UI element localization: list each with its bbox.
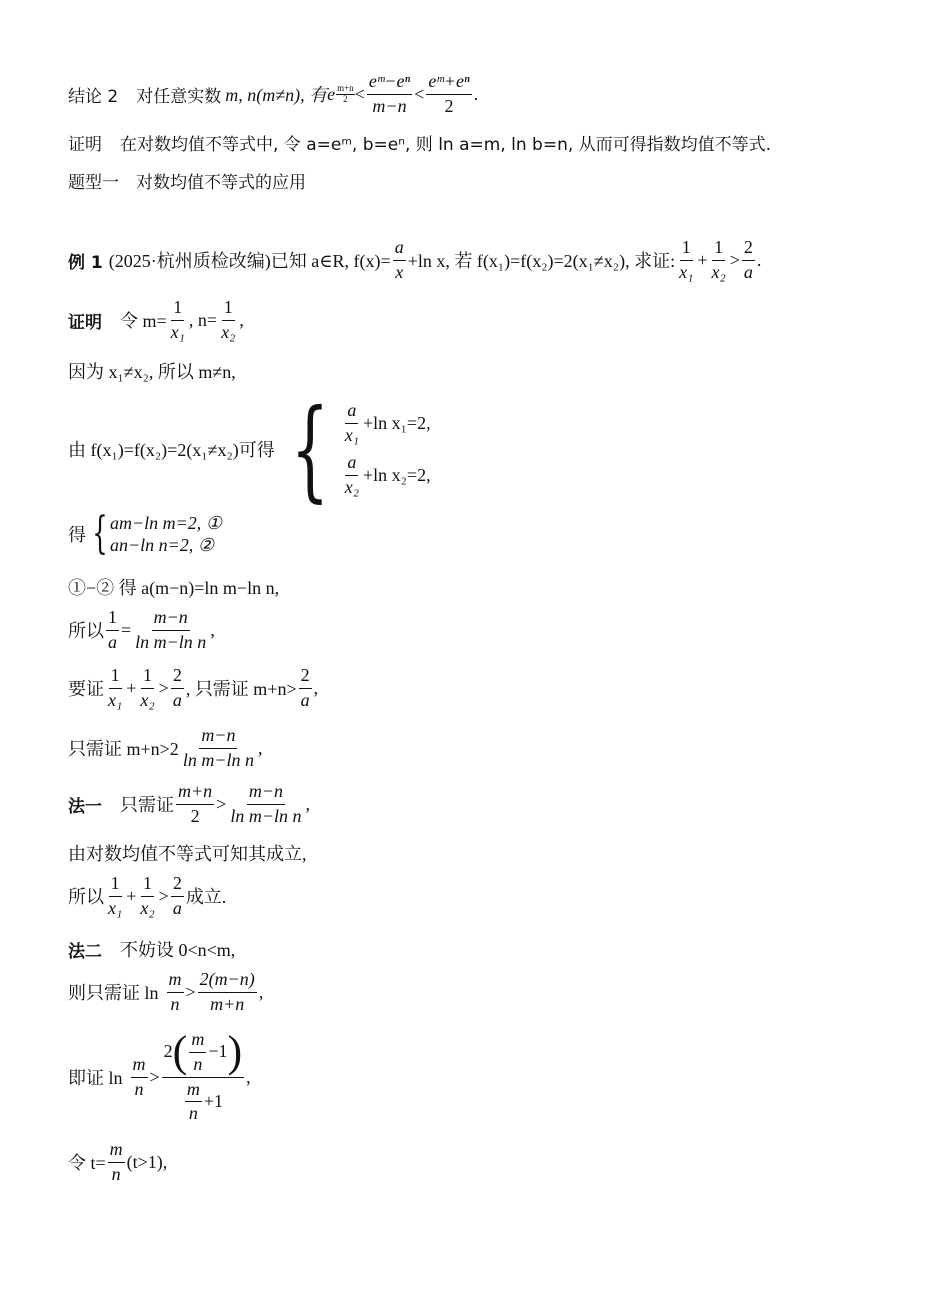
method-1-b: 由对数均值不等式可知其成立, xyxy=(68,844,307,864)
method-2-label: 法二 xyxy=(68,941,102,962)
method-2: 法二 不妨设 0<n<m, xyxy=(68,936,235,962)
middle-fraction: $\frac{\text{eᵐ−eⁿ}}{m-n}$ xyxy=(368,71,411,116)
step-6: 所以 $\frac{1}{a}$ = $\frac{m-n}{\text{ln m−ln n}}$ , xyxy=(68,607,215,652)
step-3: 由 f(x₁)=f(x₂)=2(x₁≠x₂)可得 { $\frac{a}{\text{x₁}}$ +ln x₁=2, $\frac{a}{\text{x₂}}$ +ln x₂=2, xyxy=(68,385,431,513)
method-1-label: 法一 xyxy=(68,796,102,817)
step-8: 只需证 m+n>2 $\frac{m-n}{\text{ln m−ln n}}$ , xyxy=(68,725,263,770)
conclusion-label: 结论 2 xyxy=(68,86,119,107)
method-2-d: 令 t= $\frac{m}{n}$ (t>1), xyxy=(68,1139,168,1184)
step-7: 要证 $\frac{1}{\text{x₁}}$ + $\frac{1}{\text{x₂}}$ > $\frac{2}{a}$ , 只需证 m+n> $\frac{2}{a}$ , xyxy=(68,665,319,710)
proof-label: 证明 xyxy=(68,135,102,155)
method-1-c: 所以 $\frac{1}{\text{x₁}}$ + $\frac{1}{\text{x₂}}$ > $\frac{2}{a}$ 成立. xyxy=(68,873,227,918)
section-title: 题型一 对数均值不等式的应用 xyxy=(68,173,306,193)
exponent-fraction: $\frac{m+n}{2}$ xyxy=(337,82,354,104)
right-fraction: $\frac{\text{eᵐ+eⁿ}}{2}$ xyxy=(428,71,470,116)
example-frac-1: $\frac{1}{\text{x₁}}$ xyxy=(679,237,694,282)
step-5: ①−② 得 a(m−n)=ln m−ln n, xyxy=(68,578,280,598)
method-1: 法一 只需证 $\frac{m+n}{2}$ > $\frac{m-n}{\text{ln m−ln n}}$ , xyxy=(68,781,310,826)
method-2-b: 则只需证 ln $\frac{m}{n}$ > $\frac{2(m-n)}{m+n}$ , xyxy=(68,969,264,1014)
example-label: 例 1 xyxy=(68,252,103,273)
proof-intro-line xyxy=(68,130,771,155)
method-2-c: 即证 ln $\frac{m}{n}$ > 2 ( $\frac{m}{n}$ −1 ) $\frac{m}{n}$ +1 , xyxy=(68,1027,251,1124)
equation-system-2: { am−ln m=2, ① an−ln n=2, ② xyxy=(92,508,222,559)
nested-fraction: 2 ( $\frac{m}{n}$ −1 ) $\frac{m}{n}$ +1 xyxy=(163,1027,243,1124)
example-frac-2: $\frac{1}{\text{x₂}}$ xyxy=(711,237,726,282)
equation-system-1: { $\frac{a}{\text{x₁}}$ +ln x₁=2, $\frac{a}{\text{x₂}}$ +ln x₂=2, xyxy=(290,385,431,513)
conclusion-vars: m, n(m≠n), 有 xyxy=(225,85,328,106)
example-frac-3: $\frac{2}{a}$ xyxy=(743,237,753,282)
example-frac-a-x: $\frac{a}{x}$ xyxy=(394,237,404,282)
conclusion-line: 结论 2 对任意实数 m, n(m≠n), 有 e $\frac{m+n}{2}$ < $\frac{\text{eᵐ−eⁿ}}{m-n}$ < $\frac{\text{eᵐ+eⁿ}}{2}$ . xyxy=(68,71,479,116)
exp-base: e xyxy=(327,83,336,104)
step-2: 因为 x₁≠x₂, 所以 m≠n, xyxy=(68,362,236,382)
step-proof-label: 证明 xyxy=(68,312,102,333)
conclusion-text: 对任意实数 xyxy=(136,86,222,107)
example-text: (2025·杭州质检改编)已知 a∈R, f(x)= xyxy=(108,251,391,272)
proof-intro-text: 在对数均值不等式中, 令 a=eᵐ, b=eⁿ, 则 ln a=m, ln b=n, 从而可得指数均值不等式. xyxy=(120,135,772,155)
example-text2: +ln x, 若 f(x₁)=f(x₂)=2(x₁≠x₂), 求证: xyxy=(407,251,676,272)
example-line: 例 1 (2025·杭州质检改编)已知 a∈R, f(x)= $\frac{a}{x}$ +ln x, 若 f(x₁)=f(x₂)=2(x₁≠x₂), 求证: $\frac{1}{\text{x₁}}$ + $\frac{1}{\text{x₂}}$ > $\frac{2}{a}$ . xyxy=(68,237,762,282)
step-4: 得 { am−ln m=2, ① an−ln n=2, ② xyxy=(68,508,222,559)
step-1: 证明 令 m= $\frac{1}{\text{x₁}}$ , n= $\frac{1}{\text{x₂}}$ , xyxy=(68,297,244,342)
